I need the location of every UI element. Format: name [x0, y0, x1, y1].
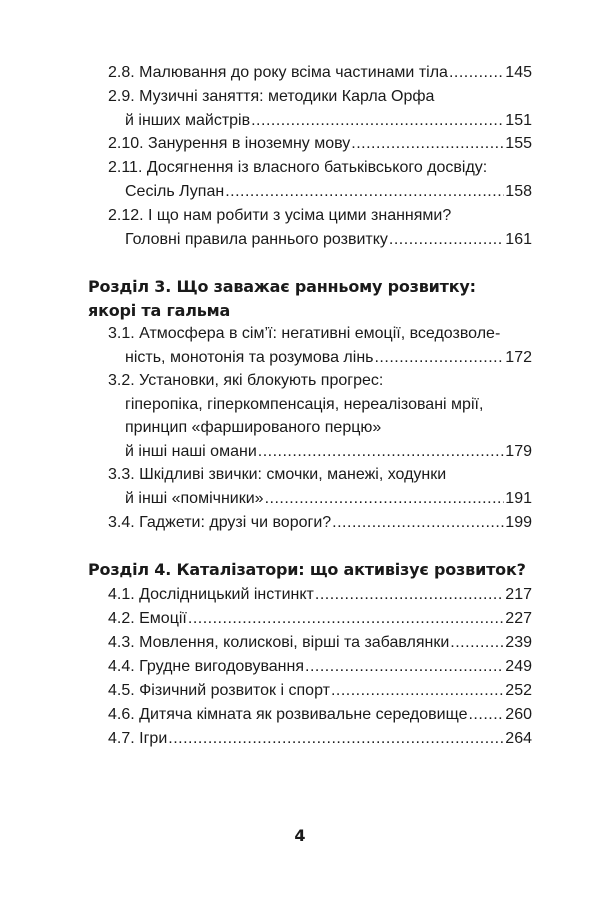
toc-line [108, 607, 532, 631]
toc-line [108, 346, 532, 370]
toc-entry-4-5 [108, 679, 532, 703]
dot-leader [315, 583, 504, 607]
dot-leader [168, 727, 504, 751]
toc-entry-3-1 [108, 322, 532, 369]
toc-entry-title: 3.2. Установки, які блокують прогрес: [108, 372, 384, 389]
toc-entry-title: 4.4. Грудне вигодовування [108, 658, 305, 675]
toc-entry-title-cont: ність, монотонія та розумова лінь [125, 348, 374, 366]
toc-entry-3-4 [108, 511, 532, 535]
toc-line [108, 393, 532, 417]
dot-leader [450, 631, 504, 655]
toc-entry-2-8 [108, 61, 532, 85]
toc-entry-title: 4.6. Дитяча кімната як розвивальне середовище [108, 706, 468, 723]
toc-line [108, 132, 532, 156]
toc-entry-2-11 [108, 156, 532, 203]
toc-page-number: 179 [505, 442, 532, 460]
toc-entry-title: 2.8. Малювання до року всіма частинами тіла [108, 64, 448, 81]
toc-line [108, 61, 532, 85]
toc-line [108, 369, 532, 393]
toc-line [108, 583, 532, 607]
toc-page-number: 199 [505, 514, 532, 531]
dot-leader [374, 346, 504, 370]
toc-line [108, 85, 532, 109]
toc-line [108, 228, 532, 252]
toc-entry-title: 4.7. Ігри [108, 730, 168, 747]
toc-entry-2-12 [108, 204, 532, 251]
toc-line [108, 322, 532, 346]
toc-entry-title-cont: принцип «фаршированого перцю» [125, 419, 382, 436]
section-4-heading [88, 558, 528, 582]
toc-page-number: 191 [505, 489, 532, 507]
toc-line [108, 679, 532, 703]
toc-line [108, 511, 532, 535]
toc-entry-title-cont: Сесіль Лупан [125, 182, 225, 200]
toc-line [108, 204, 532, 228]
toc-entry-4-2 [108, 607, 532, 631]
toc-line [108, 463, 532, 487]
toc-entry-4-4 [108, 655, 532, 679]
toc-entry-title: 4.5. Фізичний розвиток і спорт [108, 682, 330, 699]
toc-entry-title: 4.2. Емоції [108, 610, 187, 627]
toc-page-number: 249 [505, 658, 532, 675]
toc-entry-title-cont: й інших майстрів [125, 111, 251, 129]
toc-entry-4-3 [108, 631, 532, 655]
toc-page-number: 239 [505, 634, 532, 651]
dot-leader [258, 440, 505, 464]
dot-leader [449, 61, 504, 85]
toc-entry-title-cont: гіперопіка, гіперкомпенсація, нереалізовані мрії, [125, 395, 484, 413]
toc-line [108, 727, 532, 751]
dot-leader [351, 132, 504, 156]
dot-leader [468, 703, 504, 727]
toc-page-number: 260 [505, 706, 532, 723]
toc-entry-4-7 [108, 727, 532, 751]
toc-entry-2-10 [108, 132, 532, 156]
dot-leader [331, 679, 504, 703]
toc-entry-title: 2.12. І що нам робити з усіма цими знаннями? [108, 207, 452, 224]
toc-entry-3-2 [108, 369, 532, 463]
section-heading-line: Розділ 3. Що заважає ранньому розвитку: [88, 277, 476, 296]
toc-page-number: 227 [505, 610, 532, 627]
toc-page-number: 145 [505, 64, 532, 81]
toc-entry-title: 3.1. Атмосфера в сім’ї: негативні емоції, вседозволе- [108, 325, 501, 342]
dot-leader [188, 607, 504, 631]
dot-leader [225, 180, 504, 204]
toc-line [108, 440, 532, 464]
toc-page-number: 151 [505, 111, 532, 129]
dot-leader [251, 109, 504, 133]
toc-entry-title: 2.10. Занурення в іноземну мову [108, 135, 351, 152]
dot-leader [305, 655, 504, 679]
toc-page-number: 155 [505, 135, 532, 152]
toc-page-number: 217 [505, 586, 532, 603]
toc-line [108, 156, 532, 180]
page-number: 4 [294, 826, 306, 845]
toc-entry-title: 2.11. Досягнення із власного батьківського досвіду: [108, 159, 488, 176]
toc-line [108, 180, 532, 204]
toc-page-number: 252 [505, 682, 532, 699]
toc-entry-4-6 [108, 703, 532, 727]
toc-page-number: 172 [505, 348, 532, 366]
toc-entry-title: 4.1. Дослідницький інстинкт [108, 586, 314, 603]
toc-entry-title: 2.9. Музичні заняття: методики Карла Орфа [108, 88, 435, 105]
toc-entry-title: 4.3. Мовлення, колискові, вірші та забавлянки [108, 634, 450, 651]
section-heading-line: якорі та гальма [88, 301, 231, 320]
toc-page-number: 158 [505, 182, 532, 200]
toc-entry-title: 3.4. Гаджети: друзі чи вороги? [108, 514, 332, 531]
toc-entry-title-cont: й інші наші омани [125, 442, 257, 460]
section-3-heading [88, 275, 528, 323]
toc-entry-3-3 [108, 463, 532, 510]
toc-page-number: 161 [505, 230, 532, 248]
toc-entry-4-1 [108, 583, 532, 607]
toc-line [108, 109, 532, 133]
toc-entry-2-9 [108, 85, 532, 132]
dot-leader [265, 487, 505, 511]
toc-line [108, 631, 532, 655]
dot-leader [389, 228, 504, 252]
dot-leader [332, 511, 504, 535]
section-heading-line: Розділ 4. Каталізатори: що активізує розвиток? [88, 560, 526, 579]
toc-entry-title: 3.3. Шкідливі звички: смочки, манежі, ходунки [108, 466, 447, 483]
toc-line [108, 487, 532, 511]
toc-entry-title-cont: Головні правила раннього розвитку [125, 230, 388, 248]
toc-line [108, 655, 532, 679]
toc-line [108, 703, 532, 727]
toc-page-number: 264 [505, 730, 532, 747]
toc-line [108, 416, 532, 440]
toc-entry-title-cont: й інші «помічники» [125, 489, 264, 507]
